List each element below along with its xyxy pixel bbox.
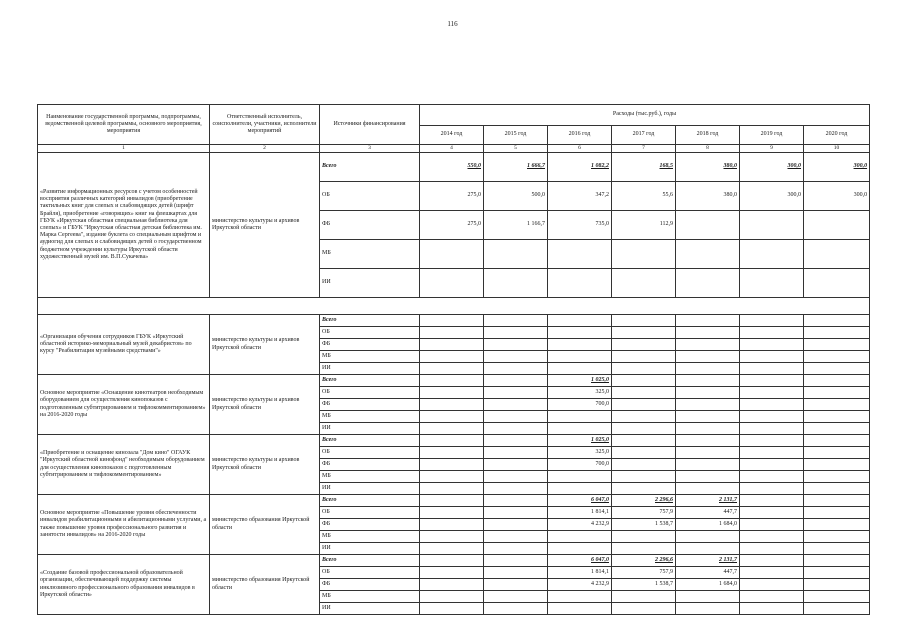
amount-cell [612,269,676,298]
amount-cell: 275,0 [420,182,484,211]
amount-cell [420,387,484,399]
header-year-1: 2014 год [420,126,484,145]
amount-cell [420,363,484,375]
header-year-6: 2019 год [740,126,804,145]
amount-cell [420,411,484,423]
amount-cell [740,423,804,435]
amount-cell [804,351,870,363]
amount-cell [484,435,548,447]
amount-cell [484,531,548,543]
amount-cell [740,447,804,459]
amount-cell [612,327,676,339]
amount-cell: 4 232,9 [548,519,612,531]
amount-cell [804,531,870,543]
amount-cell [804,387,870,399]
amount-cell [548,269,612,298]
amount-cell [676,447,740,459]
amount-cell: 300,0 [740,153,804,182]
amount-cell [420,435,484,447]
funding-source: МБ [320,471,420,483]
table-row [38,435,870,447]
amount-cell [420,423,484,435]
amount-cell [484,603,548,615]
amount-cell [740,399,804,411]
amount-cell [676,459,740,471]
amount-cell [484,411,548,423]
table-row [38,555,870,567]
funding-source: Всего [320,153,420,182]
amount-cell: 500,0 [484,182,548,211]
funding-source: ОБ [320,387,420,399]
funding-source: Всего [320,375,420,387]
column-number: 6 [548,145,612,153]
amount-cell [420,519,484,531]
amount-cell: 325,0 [548,387,612,399]
amount-cell: 757,9 [612,567,676,579]
amount-cell [676,240,740,269]
amount-cell [676,435,740,447]
amount-cell [484,579,548,591]
amount-cell: 1 538,7 [612,519,676,531]
activity-name: «Приобретение и оснащение кинозала "Дом кино" ОГАУК "Иркутский областной кинофонд" необходимым оборудованием для осуществления кинопоказов с подготовленным субтитрированием и тифлокомментированием» [38,435,210,495]
amount-cell [420,471,484,483]
amount-cell [804,567,870,579]
amount-cell [740,269,804,298]
activity-executor: министерство образования Иркутской области [210,495,320,555]
funding-source: ФБ [320,399,420,411]
funding-source: ИИ [320,269,420,298]
amount-cell [420,327,484,339]
amount-cell [420,240,484,269]
amount-cell [548,543,612,555]
activity-executor: министерство образования Иркутской области [210,555,320,615]
amount-cell: 1 814,1 [548,567,612,579]
amount-cell: 447,7 [676,567,740,579]
table-row [38,153,870,182]
amount-cell [740,327,804,339]
amount-cell [676,531,740,543]
amount-cell: 700,0 [548,399,612,411]
budget-table [37,104,870,615]
header-source: Источники финансирования [320,105,420,145]
amount-cell [612,471,676,483]
amount-cell [484,567,548,579]
amount-cell [676,411,740,423]
funding-source: ФБ [320,519,420,531]
amount-cell [740,435,804,447]
amount-cell: 4 232,9 [548,579,612,591]
amount-cell [676,483,740,495]
amount-cell: 300,0 [804,153,870,182]
amount-cell [676,423,740,435]
amount-cell: 2 131,7 [676,495,740,507]
amount-cell: 55,6 [612,182,676,211]
amount-cell [420,459,484,471]
amount-cell [548,339,612,351]
amount-cell [548,411,612,423]
column-number: 3 [320,145,420,153]
amount-cell: 1 025,0 [548,375,612,387]
amount-cell [420,591,484,603]
amount-cell [676,387,740,399]
amount-cell: 347,2 [548,182,612,211]
amount-cell [420,375,484,387]
block-spacer [38,298,870,315]
amount-cell [804,269,870,298]
amount-cell [740,459,804,471]
amount-cell: 300,0 [740,182,804,211]
amount-cell: 380,0 [676,153,740,182]
amount-cell [548,315,612,327]
amount-cell [612,339,676,351]
amount-cell [484,387,548,399]
header-year-3: 2016 год [548,126,612,145]
column-number: 10 [804,145,870,153]
header-year-2: 2015 год [484,126,548,145]
header-year-5: 2018 год [676,126,740,145]
amount-cell [740,211,804,240]
amount-cell [612,399,676,411]
amount-cell [420,399,484,411]
amount-cell [740,315,804,327]
header-year-4: 2017 год [612,126,676,145]
amount-cell [612,387,676,399]
amount-cell [420,315,484,327]
amount-cell [420,531,484,543]
column-number: 8 [676,145,740,153]
table-row [38,315,870,327]
amount-cell [420,543,484,555]
funding-source: МБ [320,591,420,603]
amount-cell [740,339,804,351]
funding-source: МБ [320,411,420,423]
funding-source: Всего [320,435,420,447]
amount-cell [676,211,740,240]
amount-cell [548,423,612,435]
amount-cell [740,375,804,387]
amount-cell [740,543,804,555]
amount-cell [804,471,870,483]
amount-cell [804,447,870,459]
amount-cell [420,447,484,459]
amount-cell [420,603,484,615]
column-number: 4 [420,145,484,153]
amount-cell: 2 131,7 [676,555,740,567]
amount-cell [548,591,612,603]
amount-cell: 550,0 [420,153,484,182]
amount-cell [676,591,740,603]
table-row [38,375,870,387]
amount-cell: 168,5 [612,153,676,182]
funding-source: ФБ [320,459,420,471]
column-number: 2 [210,145,320,153]
amount-cell: 300,0 [804,182,870,211]
amount-cell [804,240,870,269]
amount-cell [612,531,676,543]
amount-cell [740,519,804,531]
amount-cell [548,363,612,375]
header-executor: Ответственный исполнитель, соисполнители, участники, исполнители мероприятий [210,105,320,145]
amount-cell [676,315,740,327]
amount-cell [740,579,804,591]
funding-source: Всего [320,555,420,567]
amount-cell [612,603,676,615]
page-number: 116 [447,20,458,28]
amount-cell [804,375,870,387]
amount-cell [484,519,548,531]
amount-cell [484,423,548,435]
amount-cell [484,447,548,459]
amount-cell: 6 047,0 [548,555,612,567]
amount-cell [484,339,548,351]
activity-name: Основное мероприятие «Оснащение кинотеатров необходимым оборудованием для осуществления кинопоказов с подготовленным субтитрированием и тифлокомментированием» на 2016-2020 годы [38,375,210,435]
amount-cell [804,339,870,351]
amount-cell [420,567,484,579]
amount-cell: 1 666,7 [484,153,548,182]
amount-cell [676,351,740,363]
amount-cell [804,603,870,615]
amount-cell: 380,0 [676,182,740,211]
amount-cell [612,423,676,435]
amount-cell [804,483,870,495]
amount-cell: 1 538,7 [612,579,676,591]
amount-cell [804,495,870,507]
amount-cell [484,507,548,519]
amount-cell [676,375,740,387]
activity-name: «Создание базовой профессиональной образовательной организации, обеспечивающей поддержку системы инклюзивного профессионального образования инвалидов в Иркутской области» [38,555,210,615]
amount-cell: 1 814,1 [548,507,612,519]
amount-cell [676,399,740,411]
funding-source: ОБ [320,507,420,519]
amount-cell [484,555,548,567]
amount-cell [804,579,870,591]
amount-cell [548,327,612,339]
amount-cell [484,269,548,298]
column-number: 9 [740,145,804,153]
column-number: 1 [38,145,210,153]
amount-cell [740,531,804,543]
amount-cell [612,240,676,269]
amount-cell [420,351,484,363]
amount-cell [740,351,804,363]
amount-cell [804,363,870,375]
funding-source: МБ [320,531,420,543]
amount-cell [612,543,676,555]
funding-source: ИИ [320,603,420,615]
amount-cell [484,459,548,471]
amount-cell [740,507,804,519]
amount-cell [740,411,804,423]
amount-cell: 325,0 [548,447,612,459]
amount-cell [804,315,870,327]
funding-source: ИИ [320,423,420,435]
amount-cell: 700,0 [548,459,612,471]
amount-cell [484,483,548,495]
amount-cell [612,315,676,327]
amount-cell [804,459,870,471]
amount-cell [420,483,484,495]
amount-cell [484,399,548,411]
amount-cell [484,375,548,387]
activity-name: Основное мероприятие «Повышение уровня обеспеченности инвалидов реабилитационными и абилитационными услугами, а также повышение уровня профессионального развития и занятости инвалидов» на 2016-2020 годы [38,495,210,555]
funding-source: ФБ [320,579,420,591]
amount-cell [548,483,612,495]
amount-cell: 6 047,0 [548,495,612,507]
amount-cell: 1 684,0 [676,579,740,591]
funding-source: ФБ [320,339,420,351]
amount-cell: 735,0 [548,211,612,240]
amount-cell [612,459,676,471]
activity-executor: министерство культуры и архивов Иркутской области [210,315,320,375]
amount-cell [804,543,870,555]
amount-cell [612,591,676,603]
activity-executor: министерство культуры и архивов Иркутской области [210,375,320,435]
funding-source: ИИ [320,483,420,495]
amount-cell [676,269,740,298]
activity-executor: министерство культуры и архивов Иркутской области [210,153,320,298]
amount-cell [676,543,740,555]
amount-cell [676,471,740,483]
amount-cell [804,435,870,447]
amount-cell [740,555,804,567]
funding-source: Всего [320,495,420,507]
amount-cell [804,411,870,423]
amount-cell [740,471,804,483]
amount-cell [420,507,484,519]
funding-source: МБ [320,351,420,363]
amount-cell [612,351,676,363]
header-name: Наименование государственной программы, подпрограммы, ведомственной целевой программы, основного мероприятия, мероприятия [38,105,210,145]
amount-cell: 1 684,0 [676,519,740,531]
amount-cell: 275,0 [420,211,484,240]
amount-cell [740,603,804,615]
amount-cell [484,471,548,483]
amount-cell [676,339,740,351]
spacer-cell [38,298,870,315]
amount-cell [420,579,484,591]
amount-cell [548,531,612,543]
funding-source: ИИ [320,543,420,555]
header-expenses: Расходы (тыс.руб.), годы [420,105,870,126]
funding-source: ФБ [320,211,420,240]
amount-cell [740,591,804,603]
amount-cell [420,495,484,507]
amount-cell [804,555,870,567]
table-row [38,495,870,507]
funding-source: ОБ [320,567,420,579]
amount-cell [676,603,740,615]
amount-cell [740,483,804,495]
amount-cell: 447,7 [676,507,740,519]
funding-source: ОБ [320,447,420,459]
amount-cell [612,411,676,423]
amount-cell [484,351,548,363]
activity-name: «Развитие информационных ресурсов с учетом особенностей восприятия различных категорий инвалидов (приобретение тактильных книг для слепых и слабовидящих детей (шрифт Брайля), приобретение «говорящих» книг на флешкартах для ГБУК «Иркутская областная специальная библиотека для слепых» и ГБУК "Иркутская областная детская библиотека им. Марка Сергеева", издание буклета со специальным шрифтом и аудиогид для слепых и слабовидящих детей о государственном бюджетном учреждении культуры Иркутской области художественный музей им. В.П.Сукачева» [38,153,210,298]
amount-cell: 2 296,6 [612,495,676,507]
amount-cell [804,507,870,519]
activity-executor: министерство культуры и архивов Иркутской области [210,435,320,495]
amount-cell [548,603,612,615]
amount-cell: 112,9 [612,211,676,240]
amount-cell: 1 025,0 [548,435,612,447]
amount-cell [484,495,548,507]
amount-cell [804,519,870,531]
amount-cell [548,471,612,483]
amount-cell [548,240,612,269]
column-number: 7 [612,145,676,153]
amount-cell [484,327,548,339]
amount-cell [420,269,484,298]
activity-name: «Организация обучения сотрудников ГБУК «Иркутский областной историко-мемориальный музей декабристов» по курсу "Реабилитация музейными средствами"» [38,315,210,375]
amount-cell [484,240,548,269]
funding-source: Всего [320,315,420,327]
amount-cell: 1 082,2 [548,153,612,182]
amount-cell [740,387,804,399]
amount-cell: 757,9 [612,507,676,519]
amount-cell [804,211,870,240]
amount-cell [612,375,676,387]
amount-cell [804,399,870,411]
amount-cell [804,591,870,603]
amount-cell: 2 296,6 [612,555,676,567]
column-number: 5 [484,145,548,153]
amount-cell [484,591,548,603]
amount-cell [740,567,804,579]
amount-cell [484,363,548,375]
amount-cell: 1 166,7 [484,211,548,240]
amount-cell [612,363,676,375]
amount-cell [740,363,804,375]
header-year-7: 2020 год [804,126,870,145]
amount-cell [420,339,484,351]
amount-cell [740,240,804,269]
amount-cell [804,423,870,435]
amount-cell [612,483,676,495]
funding-source: ОБ [320,327,420,339]
amount-cell [740,495,804,507]
funding-source: ОБ [320,182,420,211]
amount-cell [676,327,740,339]
amount-cell [548,351,612,363]
amount-cell [612,435,676,447]
amount-cell [420,555,484,567]
amount-cell [484,315,548,327]
funding-source: ИИ [320,363,420,375]
amount-cell [484,543,548,555]
funding-source: МБ [320,240,420,269]
amount-cell [804,327,870,339]
amount-cell [612,447,676,459]
amount-cell [676,363,740,375]
